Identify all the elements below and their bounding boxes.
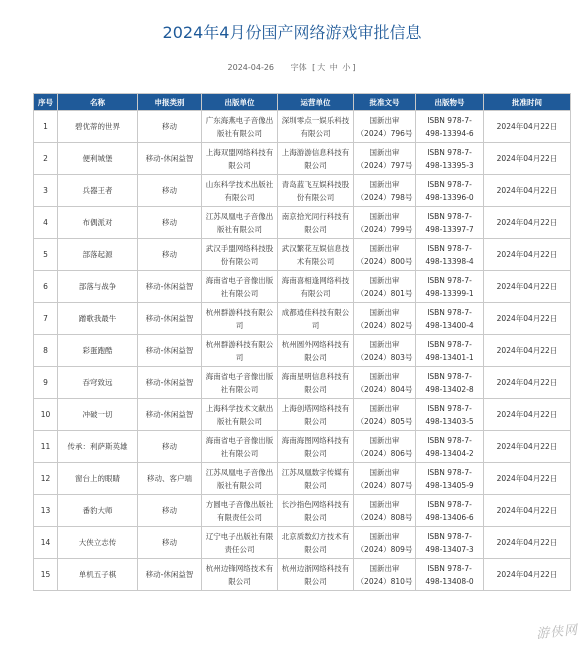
table-cell: 成都逍佳科技有限公 司 bbox=[278, 303, 354, 335]
table-cell: ISBN 978-7- 498-13397-7 bbox=[416, 207, 484, 239]
table-row bbox=[34, 463, 571, 495]
table-cell: 14 bbox=[34, 527, 58, 559]
table-cell: 移动 bbox=[138, 111, 202, 143]
table-cell: 2024年04月22日 bbox=[484, 143, 571, 175]
table-cell: 2024年04月22日 bbox=[484, 207, 571, 239]
table-row bbox=[34, 239, 571, 271]
table-cell: 杭州边浙网络科技有 限公司 bbox=[278, 559, 354, 591]
table-cell: 2024年04月22日 bbox=[484, 559, 571, 591]
table-cell: 彩蛋跑酷 bbox=[58, 335, 138, 367]
table-cell: 部落起源 bbox=[58, 239, 138, 271]
table-cell: ISBN 978-7- 498-13404-2 bbox=[416, 431, 484, 463]
table-cell: 2024年04月22日 bbox=[484, 399, 571, 431]
table-cell: 6 bbox=[34, 271, 58, 303]
table-cell: 海南海图网络科技有 限公司 bbox=[278, 431, 354, 463]
table-cell: ISBN 978-7- 498-13394-6 bbox=[416, 111, 484, 143]
table-cell: 国新出审 （2024）805号 bbox=[354, 399, 416, 431]
table-cell: ISBN 978-7- 498-13407-3 bbox=[416, 527, 484, 559]
table-cell: 2024年04月22日 bbox=[484, 335, 571, 367]
column-header: 运营单位 bbox=[278, 94, 354, 111]
table-cell: 杭州边锋网络技术有 限公司 bbox=[202, 559, 278, 591]
table-cell: ISBN 978-7- 498-13399-1 bbox=[416, 271, 484, 303]
table-row bbox=[34, 367, 571, 399]
table-cell: 移动 bbox=[138, 175, 202, 207]
table-cell: 上海游游信息科技有 限公司 bbox=[278, 143, 354, 175]
font-size-bracket-open: [ bbox=[312, 63, 316, 72]
table-cell: 江苏凤凰电子音像出 版社有限公司 bbox=[202, 207, 278, 239]
table-cell: 移动-休闲益智 bbox=[138, 143, 202, 175]
table-cell: 国新出审 （2024）808号 bbox=[354, 495, 416, 527]
table-cell: 2024年04月22日 bbox=[484, 271, 571, 303]
table-cell: 3 bbox=[34, 175, 58, 207]
table-cell: 移动 bbox=[138, 495, 202, 527]
table-cell: 大侠立志传 bbox=[58, 527, 138, 559]
table-cell: 青岛蓝飞互娱科技股 份有限公司 bbox=[278, 175, 354, 207]
table-cell: 杭州群游科技有限公 司 bbox=[202, 335, 278, 367]
table-cell: 碧优蒂的世界 bbox=[58, 111, 138, 143]
table-cell: 布偶派对 bbox=[58, 207, 138, 239]
font-size-bracket-close: ] bbox=[352, 63, 356, 72]
table-cell: 国新出审 （2024）797号 bbox=[354, 143, 416, 175]
table-cell: 移动-休闲益智 bbox=[138, 303, 202, 335]
table-cell: 江苏凤凰电子音像出 版社有限公司 bbox=[202, 463, 278, 495]
table-cell: 2024年04月22日 bbox=[484, 239, 571, 271]
table-cell: 移动 bbox=[138, 207, 202, 239]
table-cell: 8 bbox=[34, 335, 58, 367]
table-cell: 国新出审 （2024）806号 bbox=[354, 431, 416, 463]
table-cell: 部落与战争 bbox=[58, 271, 138, 303]
table-row bbox=[34, 303, 571, 335]
table-cell: 7 bbox=[34, 303, 58, 335]
table-row bbox=[34, 143, 571, 175]
table-cell: 方圆电子音像出版社 有限责任公司 bbox=[202, 495, 278, 527]
table-row bbox=[34, 271, 571, 303]
table-cell: 国新出审 （2024）800号 bbox=[354, 239, 416, 271]
table-cell: ISBN 978-7- 498-13408-0 bbox=[416, 559, 484, 591]
table-cell: 移动 bbox=[138, 431, 202, 463]
table-cell: 便利城堡 bbox=[58, 143, 138, 175]
table-cell: 移动-休闲益智 bbox=[138, 399, 202, 431]
column-header: 批准文号 bbox=[354, 94, 416, 111]
publish-date: 2024-04-26 bbox=[227, 63, 275, 72]
approval-table bbox=[33, 93, 571, 591]
table-cell: 5 bbox=[34, 239, 58, 271]
table-cell: 冲破一切 bbox=[58, 399, 138, 431]
table-cell: ISBN 978-7- 498-13403-5 bbox=[416, 399, 484, 431]
table-cell: ISBN 978-7- 498-13406-6 bbox=[416, 495, 484, 527]
table-cell: 2024年04月22日 bbox=[484, 367, 571, 399]
table-cell: 12 bbox=[34, 463, 58, 495]
table-cell: 9 bbox=[34, 367, 58, 399]
table-cell: 移动-休闲益智 bbox=[138, 367, 202, 399]
table-cell: 海南省电子音像出版 社有限公司 bbox=[202, 271, 278, 303]
font-large-link[interactable]: 大 bbox=[317, 63, 326, 72]
column-header: 出版单位 bbox=[202, 94, 278, 111]
table-row bbox=[34, 335, 571, 367]
table-cell: 国新出审 （2024）796号 bbox=[354, 111, 416, 143]
table-cell: ISBN 978-7- 498-13396-0 bbox=[416, 175, 484, 207]
table-cell: ISBN 978-7- 498-13402-8 bbox=[416, 367, 484, 399]
table-cell: 上海双盟网络科技有 限公司 bbox=[202, 143, 278, 175]
table-cell: ISBN 978-7- 498-13401-1 bbox=[416, 335, 484, 367]
table-cell: ISBN 978-7- 498-13400-4 bbox=[416, 303, 484, 335]
table-cell: 传承：利萨斯英雄 bbox=[58, 431, 138, 463]
table-cell: 1 bbox=[34, 111, 58, 143]
table-cell: 海南省电子音像出版 社有限公司 bbox=[202, 431, 278, 463]
column-header: 名称 bbox=[58, 94, 138, 111]
table-cell: 长沙指色网络科技有 限公司 bbox=[278, 495, 354, 527]
table-row bbox=[34, 431, 571, 463]
table-cell: 移动-休闲益智 bbox=[138, 335, 202, 367]
table-cell: ISBN 978-7- 498-13398-4 bbox=[416, 239, 484, 271]
table-cell: 移动 bbox=[138, 239, 202, 271]
approval-table-wrapper bbox=[33, 93, 570, 591]
table-row bbox=[34, 111, 571, 143]
table-cell: 13 bbox=[34, 495, 58, 527]
table-cell: 2024年04月22日 bbox=[484, 463, 571, 495]
table-cell: ISBN 978-7- 498-13405-9 bbox=[416, 463, 484, 495]
table-cell: 武汉手盟网络科技股 份有限公司 bbox=[202, 239, 278, 271]
table-cell: 杭州圆外网络科技有 限公司 bbox=[278, 335, 354, 367]
table-cell: 蹭歌我最牛 bbox=[58, 303, 138, 335]
table-cell: 海南喜相逢网络科技 有限公司 bbox=[278, 271, 354, 303]
font-medium-link[interactable]: 中 bbox=[329, 63, 338, 72]
table-cell: 国新出审 （2024）809号 bbox=[354, 527, 416, 559]
table-body bbox=[34, 111, 571, 591]
table-cell: 杭州群游科技有限公 司 bbox=[202, 303, 278, 335]
table-cell: 2024年04月22日 bbox=[484, 495, 571, 527]
table-cell: 国新出审 （2024）798号 bbox=[354, 175, 416, 207]
column-header: 批准时间 bbox=[484, 94, 571, 111]
column-header: 序号 bbox=[34, 94, 58, 111]
table-cell: 移动 bbox=[138, 527, 202, 559]
table-cell: 10 bbox=[34, 399, 58, 431]
table-cell: 上海科学技术文献出 版社有限公司 bbox=[202, 399, 278, 431]
page-title: 2024年4月份国产网络游戏审批信息 bbox=[162, 23, 422, 42]
table-cell: 江苏凤凰数字传媒有 限公司 bbox=[278, 463, 354, 495]
table-cell: 2 bbox=[34, 143, 58, 175]
table-cell: 北京质数幻方技术有 限公司 bbox=[278, 527, 354, 559]
table-cell: 窗台上的眼睛 bbox=[58, 463, 138, 495]
font-small-link[interactable]: 小 bbox=[342, 63, 351, 72]
table-cell: 移动、客户端 bbox=[138, 463, 202, 495]
column-header: 申报类别 bbox=[138, 94, 202, 111]
table-cell: 2024年04月22日 bbox=[484, 303, 571, 335]
table-cell: 2024年04月22日 bbox=[484, 527, 571, 559]
table-cell: 辽宁电子出版社有限 责任公司 bbox=[202, 527, 278, 559]
table-cell: 番豹大师 bbox=[58, 495, 138, 527]
table-cell: 国新出审 （2024）804号 bbox=[354, 367, 416, 399]
table-cell: 国新出审 （2024）810号 bbox=[354, 559, 416, 591]
table-cell: 2024年04月22日 bbox=[484, 111, 571, 143]
table-cell: 11 bbox=[34, 431, 58, 463]
table-cell: 移动-休闲益智 bbox=[138, 271, 202, 303]
table-cell: ISBN 978-7- 498-13395-3 bbox=[416, 143, 484, 175]
table-cell: 2024年04月22日 bbox=[484, 431, 571, 463]
table-cell: 山东科学技术出版社 有限公司 bbox=[202, 175, 278, 207]
table-cell: 国新出审 （2024）807号 bbox=[354, 463, 416, 495]
table-cell: 深圳零点一娱乐科技 有限公司 bbox=[278, 111, 354, 143]
watermark-logo: 游侠网 bbox=[535, 622, 579, 643]
table-cell: 海南省电子音像出版 社有限公司 bbox=[202, 367, 278, 399]
table-cell: 2024年04月22日 bbox=[484, 175, 571, 207]
table-cell: 南京拾光同行科技有 限公司 bbox=[278, 207, 354, 239]
table-row bbox=[34, 559, 571, 591]
font-size-label: 字体 bbox=[290, 63, 307, 72]
font-size-switcher bbox=[311, 63, 356, 72]
table-cell: 15 bbox=[34, 559, 58, 591]
table-cell: 武汉繁花互娱信息技 术有限公司 bbox=[278, 239, 354, 271]
table-row bbox=[34, 527, 571, 559]
table-cell: 上海创塔网络科技有 限公司 bbox=[278, 399, 354, 431]
table-cell: 兵器王者 bbox=[58, 175, 138, 207]
table-cell: 国新出审 （2024）802号 bbox=[354, 303, 416, 335]
table-row bbox=[34, 399, 571, 431]
table-row bbox=[34, 175, 571, 207]
table-header-row bbox=[34, 94, 571, 111]
table-cell: 广东海燕电子音像出 版社有限公司 bbox=[202, 111, 278, 143]
table-row bbox=[34, 495, 571, 527]
table-cell: 海南星明信息科技有 限公司 bbox=[278, 367, 354, 399]
table-cell: 单机五子棋 bbox=[58, 559, 138, 591]
article-meta bbox=[0, 62, 584, 73]
table-row bbox=[34, 207, 571, 239]
table-cell: 国新出审 （2024）799号 bbox=[354, 207, 416, 239]
table-cell: 4 bbox=[34, 207, 58, 239]
column-header: 出版物号 bbox=[416, 94, 484, 111]
table-cell: 国新出审 （2024）803号 bbox=[354, 335, 416, 367]
table-cell: 移动-休闲益智 bbox=[138, 559, 202, 591]
table-cell: 国新出审 （2024）801号 bbox=[354, 271, 416, 303]
table-cell: 吞穹致远 bbox=[58, 367, 138, 399]
